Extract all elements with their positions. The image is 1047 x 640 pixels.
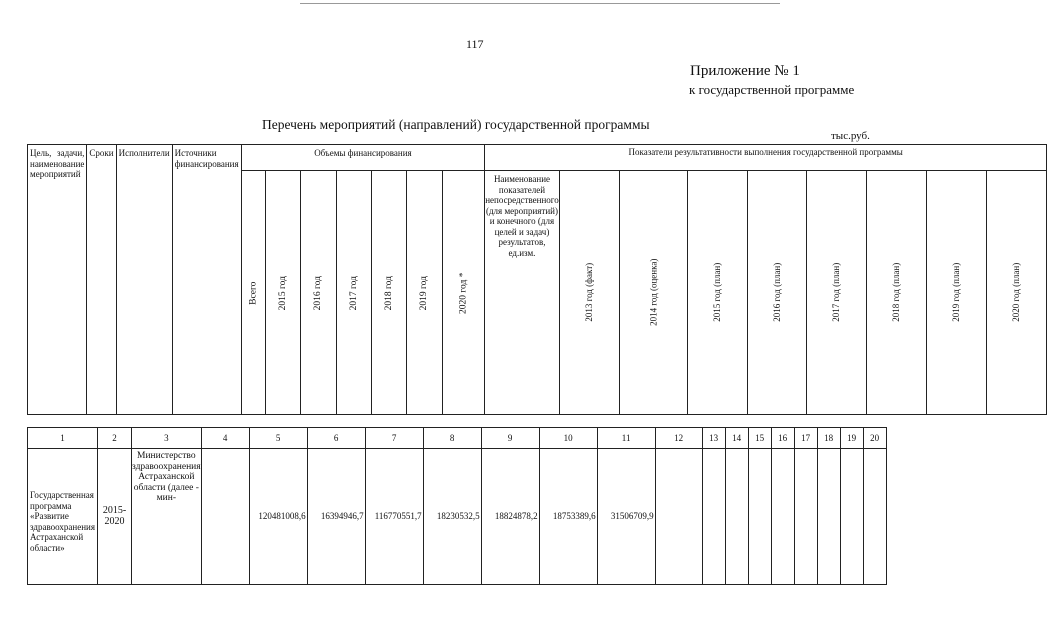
document-title: Перечень мероприятий (направлений) государственной программы [262, 117, 650, 132]
cell-2019: 18753389,6 [539, 449, 597, 585]
page-number: 117 [466, 37, 484, 51]
column-numbers-row [28, 428, 887, 449]
cell-ind [863, 449, 886, 585]
appendix-subtitle: к государственной программе [689, 82, 855, 97]
cell-2017: 18230532,5 [423, 449, 481, 585]
header-ind-2019: 2019 год (план) [927, 171, 987, 415]
col-number: 20 [863, 428, 886, 449]
header-2016: 2016 год [301, 171, 336, 415]
cell-2016: 116770551,7 [365, 449, 423, 585]
cell-ind [702, 449, 725, 585]
header-ind-2018: 2018 год (план) [867, 171, 927, 415]
col-number: 6 [307, 428, 365, 449]
header-total: Всего [241, 171, 265, 415]
col-number: 15 [748, 428, 771, 449]
cell-indicator-name [655, 449, 702, 585]
col-number: 16 [771, 428, 794, 449]
cell-source [201, 449, 249, 585]
cell-goal: Государственная программа «Развитие здравоохранения Астраханской области» [28, 449, 98, 585]
cell-2015: 16394946,7 [307, 449, 365, 585]
col-number: 17 [794, 428, 817, 449]
col-number: 3 [132, 428, 202, 449]
header-goal: Цель, задачи, наименование мероприятий [28, 145, 87, 415]
header-2019: 2019 год [407, 171, 442, 415]
header-2015: 2015 год [265, 171, 300, 415]
cell-ind [794, 449, 817, 585]
col-number: 2 [98, 428, 132, 449]
appendix-title: Приложение № 1 [690, 63, 800, 79]
header-2020: 2020 год * [442, 171, 484, 415]
top-rule [300, 3, 780, 4]
cell-executor: Министерство здравоохранения Астраханской области (далее - мин- [132, 449, 202, 585]
col-number: 5 [249, 428, 307, 449]
cell-ind [840, 449, 863, 585]
cell-2020: 31506709,9 [597, 449, 655, 585]
cell-terms: 2015-2020 [98, 449, 132, 585]
col-number: 10 [539, 428, 597, 449]
col-number: 4 [201, 428, 249, 449]
header-ind-2017: 2017 год (план) [807, 171, 867, 415]
header-indicator-name: Наименование показателей непосредственного (для мероприятий) и конечного (для целей и задач) результатов, ед.изм. [485, 171, 560, 415]
col-number: 13 [702, 428, 725, 449]
cell-ind [771, 449, 794, 585]
col-number: 8 [423, 428, 481, 449]
header-2017: 2017 год [336, 171, 371, 415]
header-ind-2014: 2014 год (оценка) [619, 171, 687, 415]
cell-total: 120481008,6 [249, 449, 307, 585]
header-ind-2015: 2015 год (план) [687, 171, 747, 415]
units-label: тыс.руб. [831, 130, 870, 142]
header-table [27, 144, 1047, 415]
col-number: 11 [597, 428, 655, 449]
col-number: 14 [725, 428, 748, 449]
cell-ind [748, 449, 771, 585]
col-number: 7 [365, 428, 423, 449]
cell-ind [817, 449, 840, 585]
header-ind-2016: 2016 год (план) [747, 171, 807, 415]
header-2018: 2018 год [372, 171, 407, 415]
header-ind-2013: 2013 год (факт) [559, 171, 619, 415]
header-sources: Источники финансирования [172, 145, 241, 415]
table-row [28, 449, 887, 585]
header-ind-2020: 2020 год (план) [987, 171, 1047, 415]
col-number: 1 [28, 428, 98, 449]
col-number: 19 [840, 428, 863, 449]
col-number: 12 [655, 428, 702, 449]
header-funding-volumes: Объемы финансирования [241, 145, 485, 171]
col-number: 9 [481, 428, 539, 449]
cell-ind [725, 449, 748, 585]
col-number: 18 [817, 428, 840, 449]
header-executors: Исполнители [116, 145, 172, 415]
header-terms: Сроки [87, 145, 116, 415]
data-table [27, 427, 887, 585]
cell-2018: 18824878,2 [481, 449, 539, 585]
header-indicators: Показатели результативности выполнения государственной программы [485, 145, 1047, 171]
